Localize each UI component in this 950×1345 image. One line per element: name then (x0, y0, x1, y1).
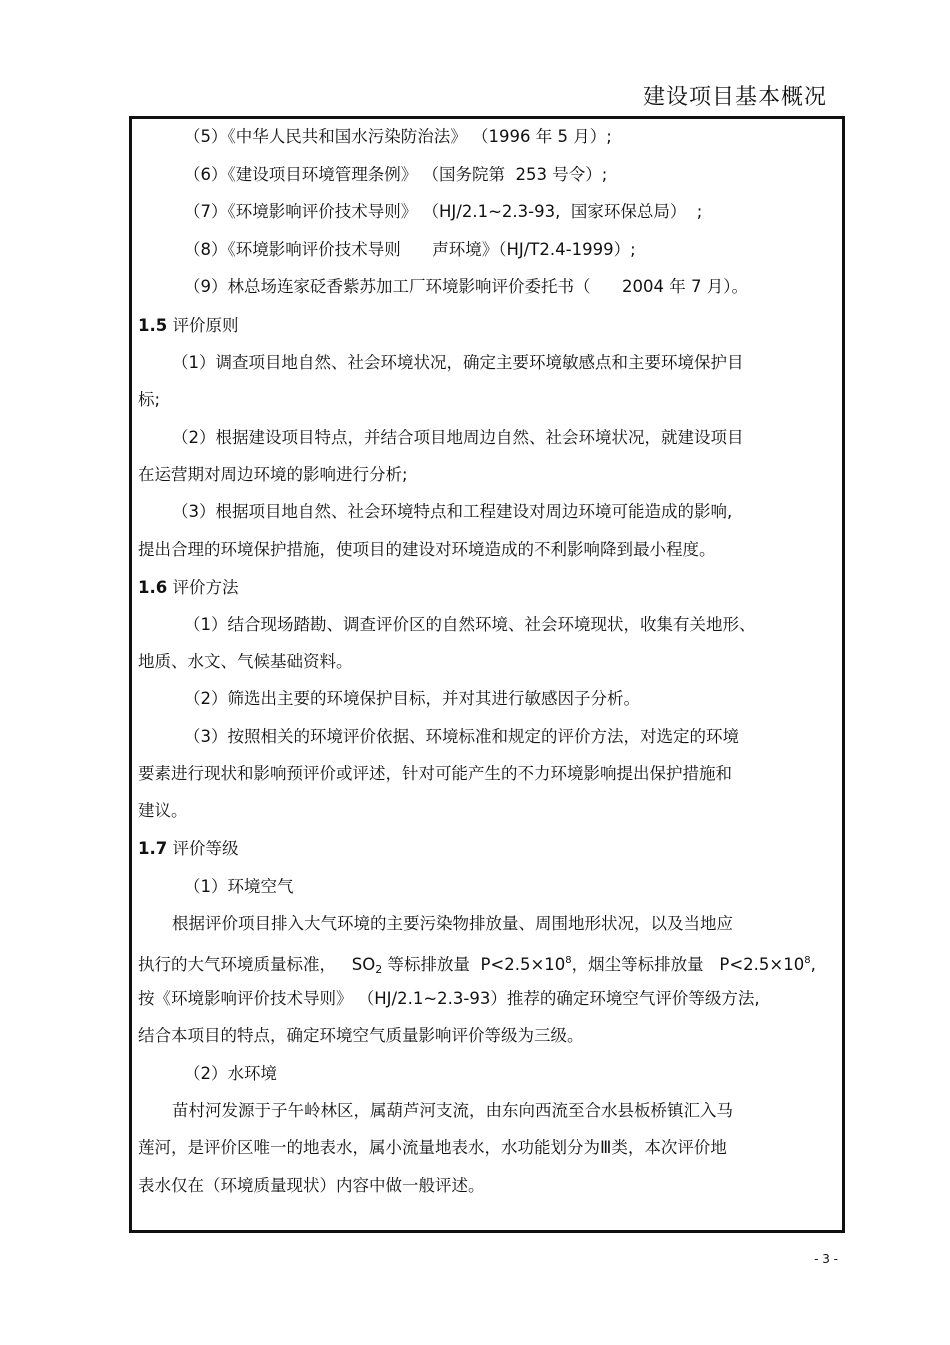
text-run: 等标排放量 P<2.5×10 (382, 955, 566, 974)
air-paragraph-line-2 (138, 950, 816, 981)
reference-item-7: （7）《环境影响评价技术导则》 （HJ/2.1~2.3-93, 国家环保总局） ; (184, 202, 703, 221)
water-paragraph-line-3: 表水仅在（环境质量现状）内容中做一般评述。 (138, 1176, 485, 1195)
reference-item-5: （5）《中华人民共和国水污染防治法》 （1996 年 5 月）; (184, 127, 612, 146)
text-run: , (810, 955, 816, 974)
principle-3-line-1: （3）根据项目地自然、社会环境特点和工程建设对周边环境可能造成的影响, (172, 502, 733, 521)
section-title: 评价等级 (172, 839, 239, 858)
section-title: 评价原则 (172, 316, 239, 335)
reference-item-8: （8）《环境影响评价技术导则 声环境》（HJ/T2.4-1999）; (184, 240, 636, 259)
method-1-line-2: 地质、水文、气候基础资料。 (138, 652, 353, 671)
principle-1-line-1: （1）调查项目地自然、社会环境状况，确定主要环境敏感点和主要环境保护目 (172, 353, 744, 372)
section-title: 评价方法 (172, 578, 239, 597)
air-subheading: （1）环境空气 (184, 877, 294, 896)
method-1-line-1: （1）结合现场踏勘、调查评价区的自然环境、社会环境现状，收集有关地形、 (184, 615, 756, 634)
text-run: ，烟尘等标排放量 P<2.5×10 (571, 955, 805, 974)
page-header-title: 建设项目基本概况 (642, 85, 827, 110)
superscript: 8 (804, 955, 811, 966)
section-1-5-heading (138, 315, 238, 337)
reference-item-9: （9）林总场连家砭香紫苏加工厂环境影响评价委托书（ 2004 年 7 月）。 (184, 277, 748, 296)
principle-2-line-1: （2）根据建设项目特点，并结合项目地周边自然、社会环境状况，就建设项目 (172, 428, 744, 447)
content-frame (129, 116, 845, 1233)
principle-3-line-2: 提出合理的环境保护措施，使项目的建设对环境造成的不利影响降到最小程度。 (138, 540, 716, 559)
text-run: 执行的大气环境质量标准， SO (138, 955, 376, 974)
page-number: - 3 - (814, 1252, 838, 1266)
method-3-line-3: 建议。 (138, 801, 188, 820)
air-paragraph-line-4: 结合本项目的特点，确定环境空气质量影响评价等级为三级。 (138, 1026, 584, 1045)
water-paragraph-line-1: 苗村河发源于子午岭林区，属葫芦河支流，由东向西流至合水县板桥镇汇入马 (172, 1101, 733, 1120)
section-1-7-heading (138, 838, 238, 860)
principle-1-line-2: 标; (138, 390, 161, 409)
method-2: （2）筛选出主要的环境保护目标，并对其进行敏感因子分析。 (184, 689, 640, 708)
section-1-6-heading (138, 577, 238, 599)
air-paragraph-line-3: 按《环境影响评价技术导则》 （HJ/2.1~2.3-93）推荐的确定环境空气评价等级方法, (138, 989, 760, 1008)
section-number: 1.6 (138, 578, 168, 597)
principle-2-line-2: 在运营期对周边环境的影响进行分析; (138, 465, 408, 484)
water-paragraph-line-2: 莲河，是评价区唯一的地表水，属小流量地表水，水功能划分为Ⅲ类，本次评价地 (138, 1138, 727, 1157)
subscript: 2 (375, 963, 383, 976)
method-3-line-2: 要素进行现状和影响预评价或评述，针对可能产生的不力环境影响提出保护措施和 (138, 764, 732, 783)
section-number: 1.7 (138, 839, 168, 858)
air-paragraph-line-1: 根据评价项目排入大气环境的主要污染物排放量、周围地形状况，以及当地应 (172, 914, 733, 933)
reference-item-6: （6）《建设项目环境管理条例》 （国务院第 253 号令）; (184, 165, 608, 184)
method-3-line-1: （3）按照相关的环境评价依据、环境标准和规定的评价方法，对选定的环境 (184, 727, 739, 746)
section-number: 1.5 (138, 316, 168, 335)
water-subheading: （2）水环境 (184, 1064, 277, 1083)
superscript: 8 (565, 955, 572, 966)
